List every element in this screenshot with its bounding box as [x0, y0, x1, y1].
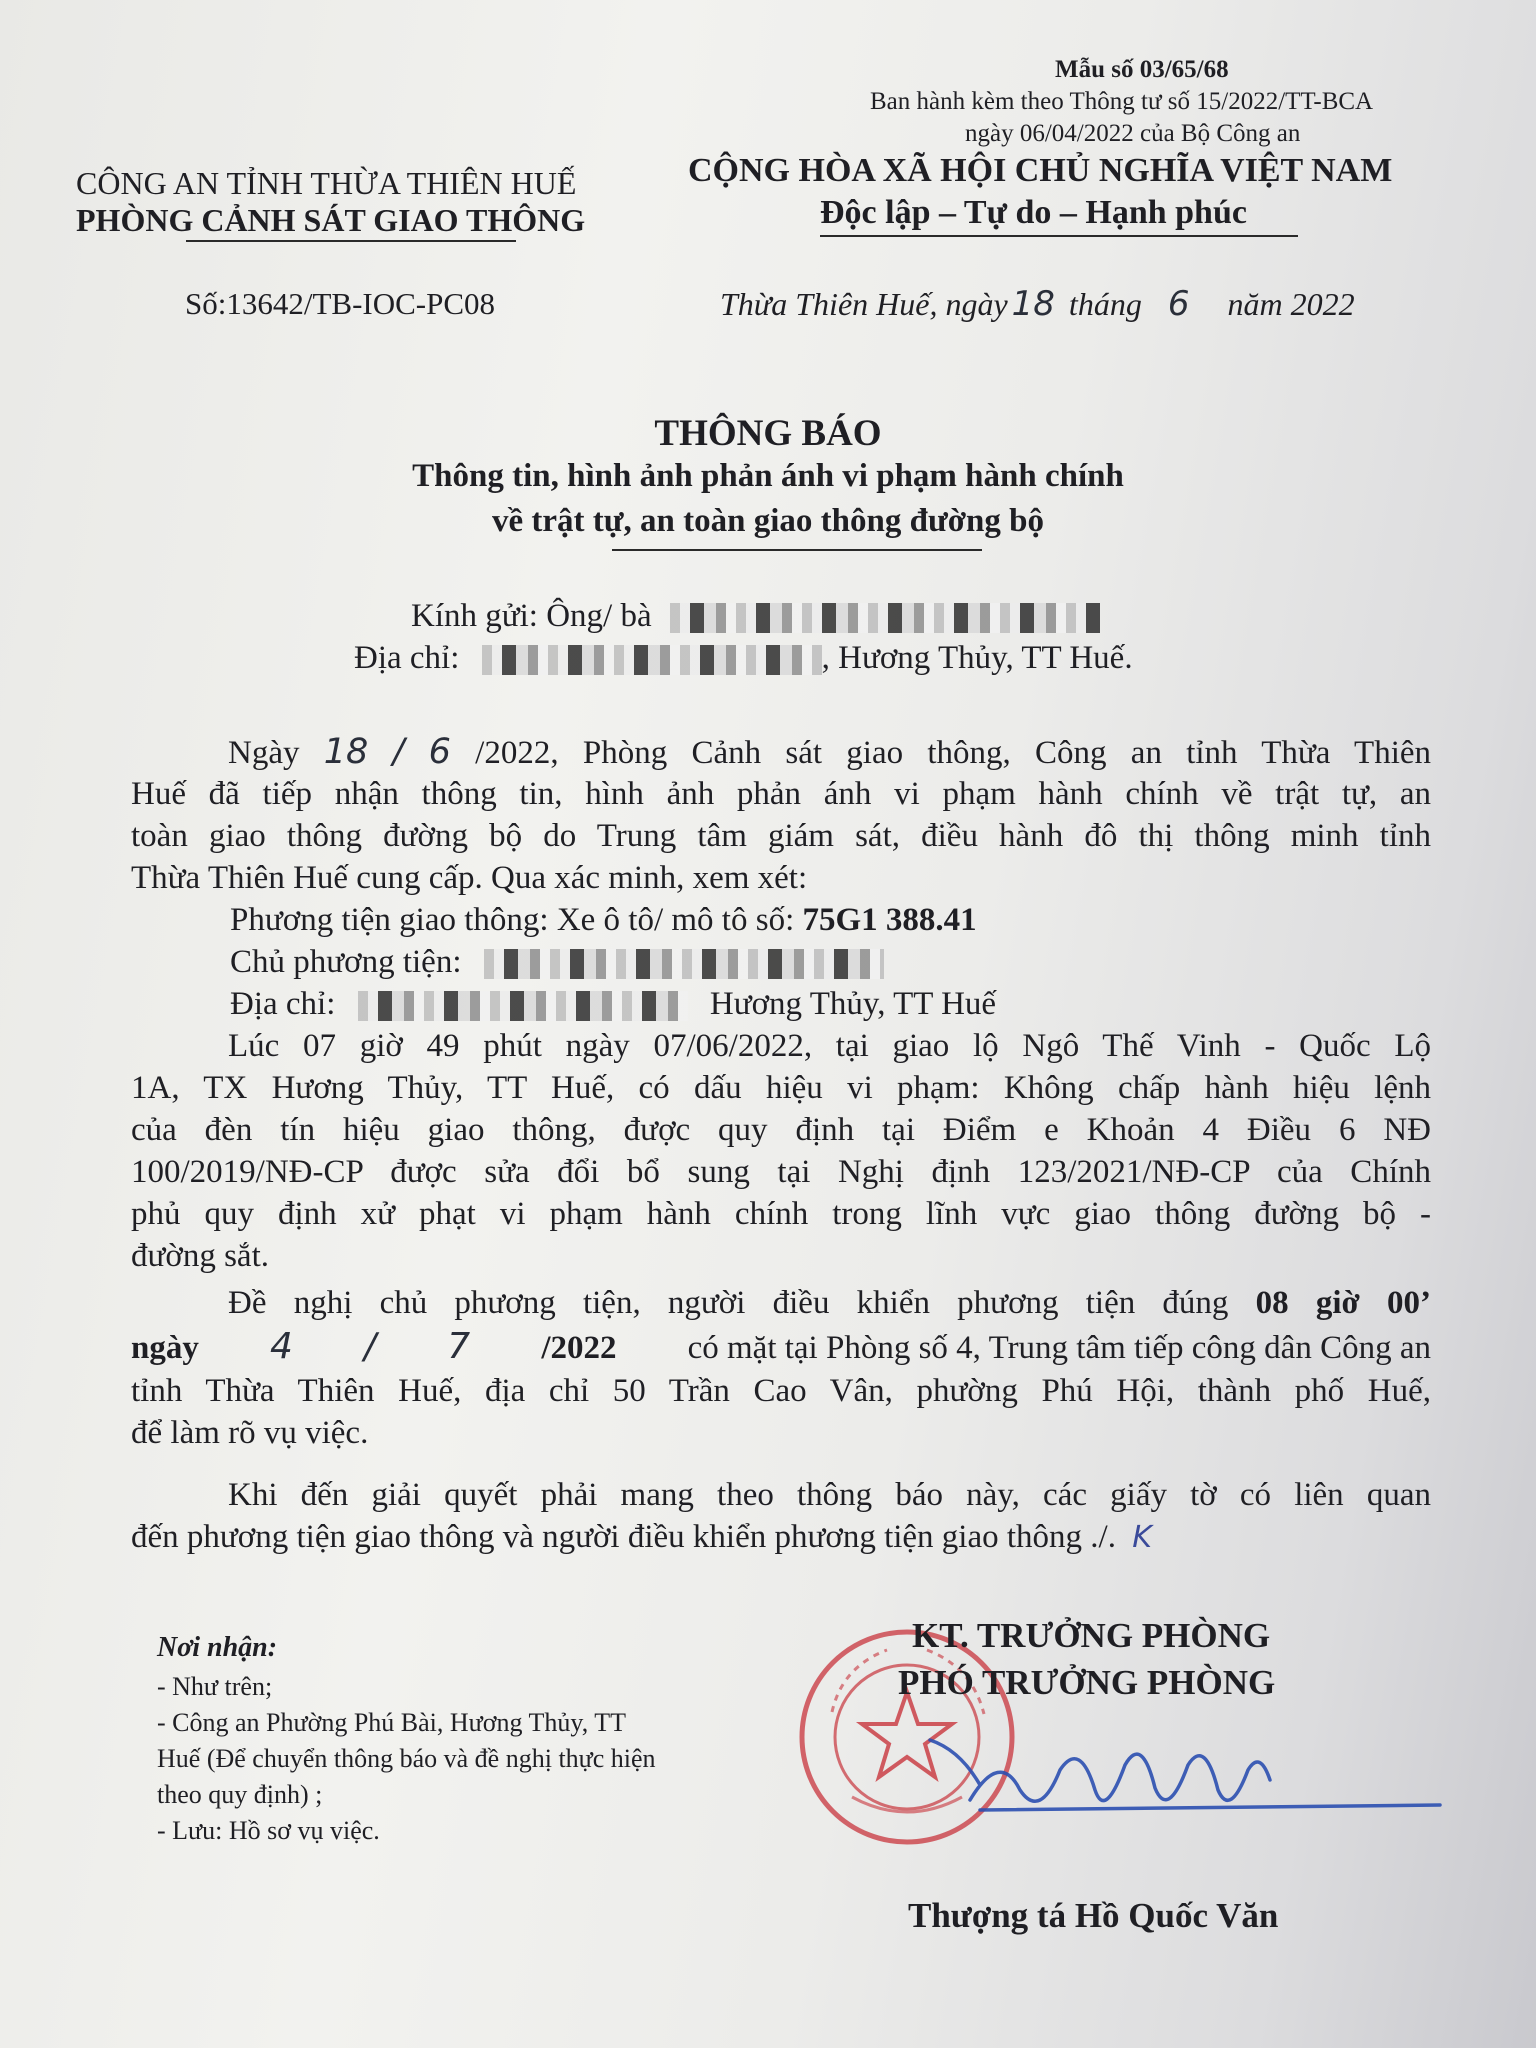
- violation-line1: Lúc 07 giờ 49 phút ngày 07/06/2022, tại giao lộ Ngô Thế Vinh - Quốc Lộ: [228, 1028, 1431, 1064]
- request-time: 08 giờ 00’: [1255, 1285, 1432, 1321]
- doc-subtitle-1: Thông tin, hình ảnh phản ánh vi phạm hành chính: [412, 458, 1124, 494]
- doc-subtitle-2: về trật tự, an toàn giao thông đường bộ: [491, 503, 1044, 539]
- redacted-owner-name: [484, 949, 884, 979]
- body-p1-rest: /2022, Phòng Cảnh sát giao thông, Công an tỉnh Thừa Thiên: [475, 735, 1432, 771]
- owner-line: [230, 941, 884, 983]
- signature-line1: KT. TRƯỞNG PHÒNG: [912, 1616, 1271, 1655]
- request-line3: tỉnh Thừa Thiên Huế, địa chỉ 50 Trần Cao Vân, phường Phú Hội, thành phố Huế,: [131, 1373, 1431, 1409]
- owner-address-line: [230, 983, 996, 1025]
- body-p1-line4: Thừa Thiên Huế cung cấp. Qua xác minh, xem xét:: [131, 860, 808, 896]
- owner-label: Chủ phương tiện:: [230, 944, 462, 980]
- recipients-item: theo quy định) ;: [157, 1780, 323, 1809]
- owner-address-label: Địa chỉ:: [230, 986, 336, 1022]
- agency-parent: CÔNG AN TỈNH THỪA THIÊN HUẾ: [76, 165, 577, 201]
- bring-line2-text: đến phương tiện giao thông và người điều khiển phương tiện giao thông ./.: [131, 1519, 1116, 1555]
- violation-line3: của đèn tín hiệu giao thông, được quy định tại Điểm e Khoản 4 Điều 6 NĐ: [131, 1112, 1431, 1148]
- vehicle-plate: 75G1 388.41: [802, 902, 977, 938]
- place-date-year: năm 2022: [1227, 286, 1355, 322]
- bring-line1: Khi đến giải quyết phải mang theo thông báo này, các giấy tờ có liên quan: [228, 1477, 1431, 1513]
- request-month-handwritten: 7: [447, 1326, 471, 1367]
- body-p1-line3: toàn giao thông đường bộ do Trung tâm giám sát, điều hành đô thị thông minh tỉnh: [131, 818, 1431, 854]
- request-prefix: Đề nghị chủ phương tiện, người điều khiển phương tiện đúng: [228, 1285, 1229, 1321]
- request-line2: ngày 4 / 7 /2022 có mặt tại Phòng số 4, Trung tâm tiếp công dân Công an: [131, 1326, 1431, 1367]
- recipient-line: [411, 598, 1100, 635]
- recipient-address-tail: , Hương Thủy, TT Huế.: [821, 640, 1133, 676]
- initial-mark-icon: K: [1132, 1520, 1152, 1555]
- agency-underline: [186, 240, 516, 242]
- place-date: [720, 284, 1355, 324]
- handwritten-signature-icon: [920, 1710, 1450, 1840]
- request-line1: [131, 1282, 1431, 1324]
- request-day-label: ngày: [131, 1330, 199, 1366]
- recipients-item: - Như trên;: [157, 1672, 273, 1701]
- motto-underline: [820, 235, 1298, 237]
- agency-dept: PHÒNG CẢNH SÁT GIAO THÔNG: [76, 202, 586, 238]
- signer-name: Thượng tá Hồ Quốc Văn: [908, 1896, 1279, 1935]
- place-date-month-label: tháng: [1068, 286, 1142, 322]
- nation-name: CỘNG HÒA XÃ HỘI CHỦ NGHĨA VIỆT NAM: [688, 152, 1393, 189]
- owner-address-tail: Hương Thủy, TT Huế: [709, 986, 997, 1022]
- doc-number: Số:13642/TB-IOC-PC08: [185, 286, 496, 321]
- body-p1-line1: Ngày 18 / 6 /2022, Phòng Cảnh sát giao thông, Công an tỉnh Thừa Thiên: [228, 732, 1432, 772]
- body-day-handwritten: 18: [323, 732, 369, 772]
- doc-title: THÔNG BÁO: [654, 413, 882, 454]
- recipients-item: - Lưu: Hồ sơ vụ việc.: [157, 1816, 380, 1845]
- violation-line5: phủ quy định xử phạt vi phạm hành chính trong lĩnh vực giao thông đường bộ -: [131, 1196, 1431, 1232]
- redacted-recipient-address: [482, 645, 822, 675]
- recipient-address-line: [354, 640, 1133, 677]
- request-location: có mặt tại Phòng số 4, Trung tâm tiếp công dân Công an: [687, 1330, 1431, 1366]
- violation-line6: đường sắt.: [131, 1238, 269, 1274]
- nation-motto: Độc lập – Tự do – Hạnh phúc: [820, 194, 1247, 231]
- signature-line2: PHÓ TRƯỞNG PHÒNG: [898, 1663, 1276, 1702]
- date-day-handwritten: 18: [1011, 284, 1055, 324]
- redacted-recipient-name: [670, 603, 1100, 633]
- recipients-item: - Công an Phường Phú Bài, Hương Thủy, TT: [157, 1708, 627, 1737]
- request-year: /2022: [541, 1330, 617, 1366]
- vehicle-line: [230, 899, 977, 941]
- body-p1-prefix: Ngày: [228, 735, 300, 771]
- form-code: Mẫu số 03/65/68: [1055, 56, 1229, 83]
- place-date-prefix: Thừa Thiên Huế, ngày: [720, 286, 1008, 322]
- violation-line4: 100/2019/NĐ-CP được sửa đổi bổ sung tại Nghị định 123/2021/NĐ-CP của Chính: [131, 1154, 1431, 1190]
- title-underline: [612, 549, 982, 551]
- vehicle-label: Phương tiện giao thông: Xe ô tô/ mô tô số:: [230, 902, 795, 938]
- bring-line2: [131, 1516, 1431, 1559]
- recipient-address-label: Địa chỉ:: [354, 640, 460, 676]
- body-month-handwritten: 6: [428, 732, 451, 772]
- body-p1-line2: Huế đã tiếp nhận thông tin, hình ảnh phản ánh vi phạm hành chính về trật tự, an: [131, 776, 1431, 812]
- recipient-label: Kính gửi: Ông/ bà: [411, 598, 652, 634]
- form-issued-with: Ban hành kèm theo Thông tư số 15/2022/TT-BCA: [870, 88, 1374, 115]
- violation-line2: 1A, TX Hương Thủy, TT Huế, có dấu hiệu vi phạm: Không chấp hành hiệu lệnh: [131, 1070, 1431, 1106]
- request-line4: để làm rõ vụ việc.: [131, 1415, 369, 1451]
- date-month-handwritten: 6: [1167, 284, 1190, 324]
- request-day-handwritten: 4: [269, 1326, 293, 1367]
- recipients-heading: Nơi nhận:: [157, 1632, 278, 1663]
- redacted-owner-address: [358, 991, 688, 1021]
- form-issued-date: ngày 06/04/2022 của Bộ Công an: [965, 120, 1301, 147]
- recipients-item: Huế (Để chuyển thông báo và đề nghị thực hiện: [157, 1744, 656, 1773]
